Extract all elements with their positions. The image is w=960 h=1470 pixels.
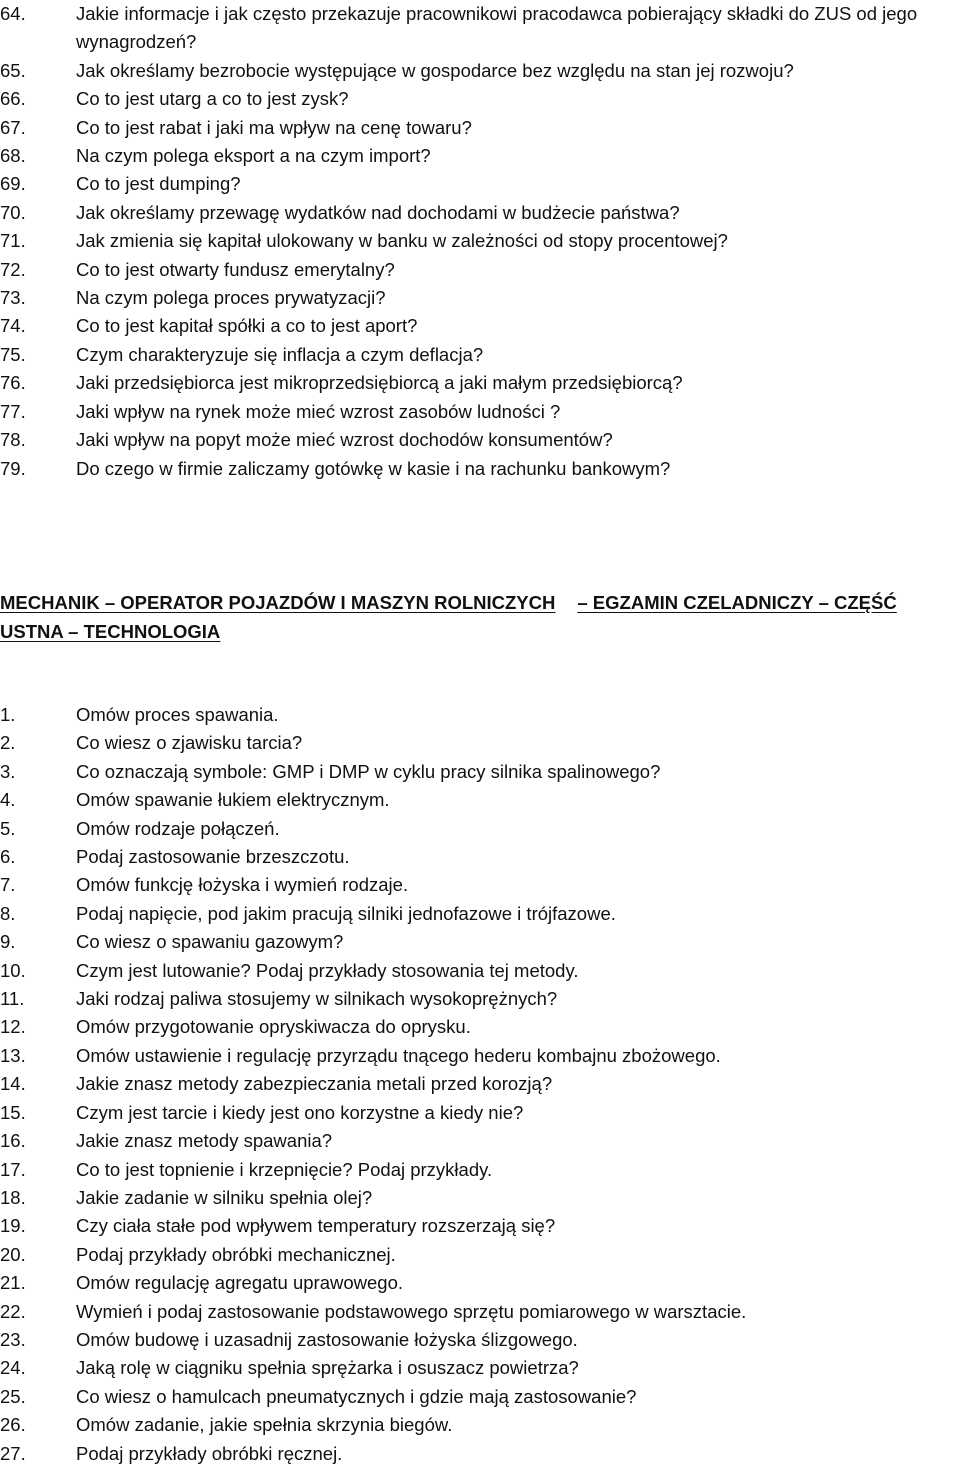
question-item: [0, 1241, 960, 1269]
question-number: 26.: [0, 1414, 26, 1436]
technology-question-list: [0, 701, 960, 1468]
question-item: [0, 871, 960, 899]
question-number: 79.: [0, 457, 26, 479]
question-number: 19.: [0, 1215, 26, 1237]
question-item: [0, 701, 960, 729]
question-text: Podaj przykłady obróbki mechanicznej.: [76, 1243, 396, 1265]
question-text: Podaj zastosowanie brzeszczotu.: [76, 846, 350, 868]
question-text: Jak zmienia się kapitał ulokowany w banku w zależności od stopy procentowej?: [76, 230, 728, 252]
question-number: 72.: [0, 258, 26, 280]
question-number: 78.: [0, 429, 26, 451]
question-item: [0, 85, 960, 113]
question-text: Podaj przykłady obróbki ręcznej.: [76, 1442, 343, 1464]
question-item: [0, 1212, 960, 1240]
question-item: [0, 1042, 960, 1070]
question-item: [0, 957, 960, 985]
question-number: 68.: [0, 145, 26, 167]
question-number: 12.: [0, 1016, 26, 1038]
question-text: Co to jest dumping?: [76, 173, 241, 195]
question-item: [0, 426, 960, 454]
question-item: [0, 0, 960, 57]
question-text: Omów rodzaje połączeń.: [76, 817, 280, 839]
question-item: [0, 284, 960, 312]
question-item: [0, 312, 960, 340]
question-text: Omów ustawienie i regulację przyrządu tnącego hederu kombajnu zbożowego.: [76, 1044, 721, 1066]
question-number: 16.: [0, 1130, 26, 1152]
question-text: Co to jest rabat i jaki ma wpływ na cenę towaru?: [76, 116, 472, 138]
question-text: Jakie informacje i jak często przekazuje pracownikowi pracodawca pobierający składki do ZUS od jego wynagrodzeń?: [76, 3, 923, 53]
question-number: 10.: [0, 959, 26, 981]
question-number: 13.: [0, 1044, 26, 1066]
question-text: Do czego w firmie zaliczamy gotówkę w kasie i na rachunku bankowym?: [76, 457, 671, 479]
question-text: Wymień i podaj zastosowanie podstawowego sprzętu pomiarowego w warsztacie.: [76, 1300, 747, 1322]
question-item: [0, 1070, 960, 1098]
question-text: Czym jest tarcie i kiedy jest ono korzystne a kiedy nie?: [76, 1101, 524, 1123]
question-item: [0, 758, 960, 786]
question-number: 77.: [0, 400, 26, 422]
question-number: 21.: [0, 1272, 26, 1294]
question-text: Czy ciała stałe pod wpływem temperatury rozszerzają się?: [76, 1215, 556, 1237]
question-item: [0, 142, 960, 170]
question-number: 20.: [0, 1243, 26, 1265]
question-number: 66.: [0, 88, 26, 110]
question-number: 71.: [0, 230, 26, 252]
question-text: Co to jest topnienie i krzepnięcie? Podaj przykłady.: [76, 1158, 493, 1180]
question-text: Jakie zadanie w silniku spełnia olej?: [76, 1186, 373, 1208]
question-number: 8.: [0, 902, 16, 924]
question-item: [0, 1354, 960, 1382]
question-item: [0, 369, 960, 397]
question-item: [0, 928, 960, 956]
question-number: 24.: [0, 1357, 26, 1379]
question-text: Na czym polega proces prywatyzacji?: [76, 287, 386, 309]
question-text: Omów funkcję łożyska i wymień rodzaje.: [76, 874, 409, 896]
question-text: Czym jest lutowanie? Podaj przykłady stosowania tej metody.: [76, 959, 579, 981]
question-text: Co wiesz o hamulcach pneumatycznych i gdzie mają zastosowanie?: [76, 1385, 637, 1407]
question-item: [0, 199, 960, 227]
question-item: [0, 1127, 960, 1155]
question-number: 7.: [0, 874, 16, 896]
question-item: [0, 1298, 960, 1326]
question-number: 18.: [0, 1186, 26, 1208]
question-number: 73.: [0, 287, 26, 309]
question-text: Jaki wpływ na popyt może mieć wzrost dochodów konsumentów?: [76, 429, 613, 451]
question-text: Jak określamy przewagę wydatków nad dochodami w budżecie państwa?: [76, 201, 680, 223]
question-item: [0, 843, 960, 871]
question-text: Na czym polega eksport a na czym import?: [76, 145, 431, 167]
question-item: [0, 786, 960, 814]
question-text: Omów regulację agregatu uprawowego.: [76, 1272, 404, 1294]
question-item: [0, 455, 960, 483]
question-text: Jakie znasz metody spawania?: [76, 1130, 333, 1152]
question-number: 15.: [0, 1101, 26, 1123]
question-number: 75.: [0, 343, 26, 365]
question-text: Jaki wpływ na rynek może mieć wzrost zasobów ludności ?: [76, 400, 561, 422]
question-item: [0, 1440, 960, 1468]
question-item: [0, 1269, 960, 1297]
question-number: 67.: [0, 116, 26, 138]
question-number: 1.: [0, 704, 16, 725]
question-text: Omów zadanie, jakie spełnia skrzynia biegów.: [76, 1414, 453, 1436]
question-text: Jaki przedsiębiorca jest mikroprzedsiębiorcą a jaki małym przedsiębiorcą?: [76, 372, 683, 394]
question-item: [0, 114, 960, 142]
question-number: 2.: [0, 732, 16, 754]
question-item: [0, 1411, 960, 1439]
economics-question-list: [0, 0, 960, 483]
question-item: [0, 57, 960, 85]
question-item: [0, 341, 960, 369]
section-heading-part2: – EGZAMIN CZELADNICZY – CZĘŚĆ USTNA – TECHNOLOGIA: [0, 592, 897, 642]
question-text: Co wiesz o spawaniu gazowym?: [76, 931, 344, 953]
question-item: [0, 256, 960, 284]
question-number: 27.: [0, 1442, 26, 1464]
question-item: [0, 227, 960, 255]
question-number: 9.: [0, 931, 16, 953]
question-item: [0, 729, 960, 757]
question-number: 6.: [0, 846, 16, 868]
question-text: Jakie znasz metody zabezpieczania metali przed korozją?: [76, 1073, 553, 1095]
question-text: Co to jest kapitał spółki a co to jest aport?: [76, 315, 418, 337]
question-number: 14.: [0, 1073, 26, 1095]
section-heading: [0, 588, 960, 646]
question-number: 11.: [0, 988, 25, 1010]
question-item: [0, 1326, 960, 1354]
question-number: 25.: [0, 1385, 26, 1407]
question-item: [0, 398, 960, 426]
question-item: [0, 1099, 960, 1127]
question-number: 76.: [0, 372, 26, 394]
question-number: 4.: [0, 789, 16, 811]
question-item: [0, 1184, 960, 1212]
question-item: [0, 1013, 960, 1041]
question-text: Podaj napięcie, pod jakim pracują silniki jednofazowe i trójfazowe.: [76, 902, 616, 924]
question-number: 65.: [0, 59, 26, 81]
question-text: Czym charakteryzuje się inflacja a czym deflacja?: [76, 343, 484, 365]
question-text: Co wiesz o zjawisku tarcia?: [76, 732, 303, 754]
question-number: 17.: [0, 1158, 26, 1180]
question-text: Jaką rolę w ciągniku spełnia sprężarka i osuszacz powietrza?: [76, 1357, 579, 1379]
section-heading-part1: MECHANIK – OPERATOR POJAZDÓW I MASZYN ROLNICZYCH: [0, 592, 556, 613]
question-number: 69.: [0, 173, 26, 195]
question-text: Omów przygotowanie opryskiwacza do oprysku.: [76, 1016, 471, 1038]
question-number: 64.: [0, 3, 26, 24]
question-item: [0, 170, 960, 198]
question-text: Jak określamy bezrobocie występujące w gospodarce bez względu na stan jej rozwoju?: [76, 59, 794, 81]
question-item: [0, 1383, 960, 1411]
question-text: Co to jest otwarty fundusz emerytalny?: [76, 258, 395, 280]
question-number: 74.: [0, 315, 26, 337]
question-item: [0, 985, 960, 1013]
question-item: [0, 1156, 960, 1184]
question-text: Omów spawanie łukiem elektrycznym.: [76, 789, 390, 811]
question-item: [0, 815, 960, 843]
question-number: 22.: [0, 1300, 26, 1322]
question-text: Jaki rodzaj paliwa stosujemy w silnikach wysokoprężnych?: [76, 988, 558, 1010]
question-number: 5.: [0, 817, 16, 839]
question-number: 3.: [0, 760, 16, 782]
question-item: [0, 900, 960, 928]
question-text: Co to jest utarg a co to jest zysk?: [76, 88, 349, 110]
question-text: Omów budowę i uzasadnij zastosowanie łożyska ślizgowego.: [76, 1328, 578, 1350]
question-text: Co oznaczają symbole: GMP i DMP w cyklu pracy silnika spalinowego?: [76, 760, 661, 782]
question-number: 23.: [0, 1328, 26, 1350]
question-text: Omów proces spawania.: [76, 704, 279, 725]
question-number: 70.: [0, 201, 26, 223]
